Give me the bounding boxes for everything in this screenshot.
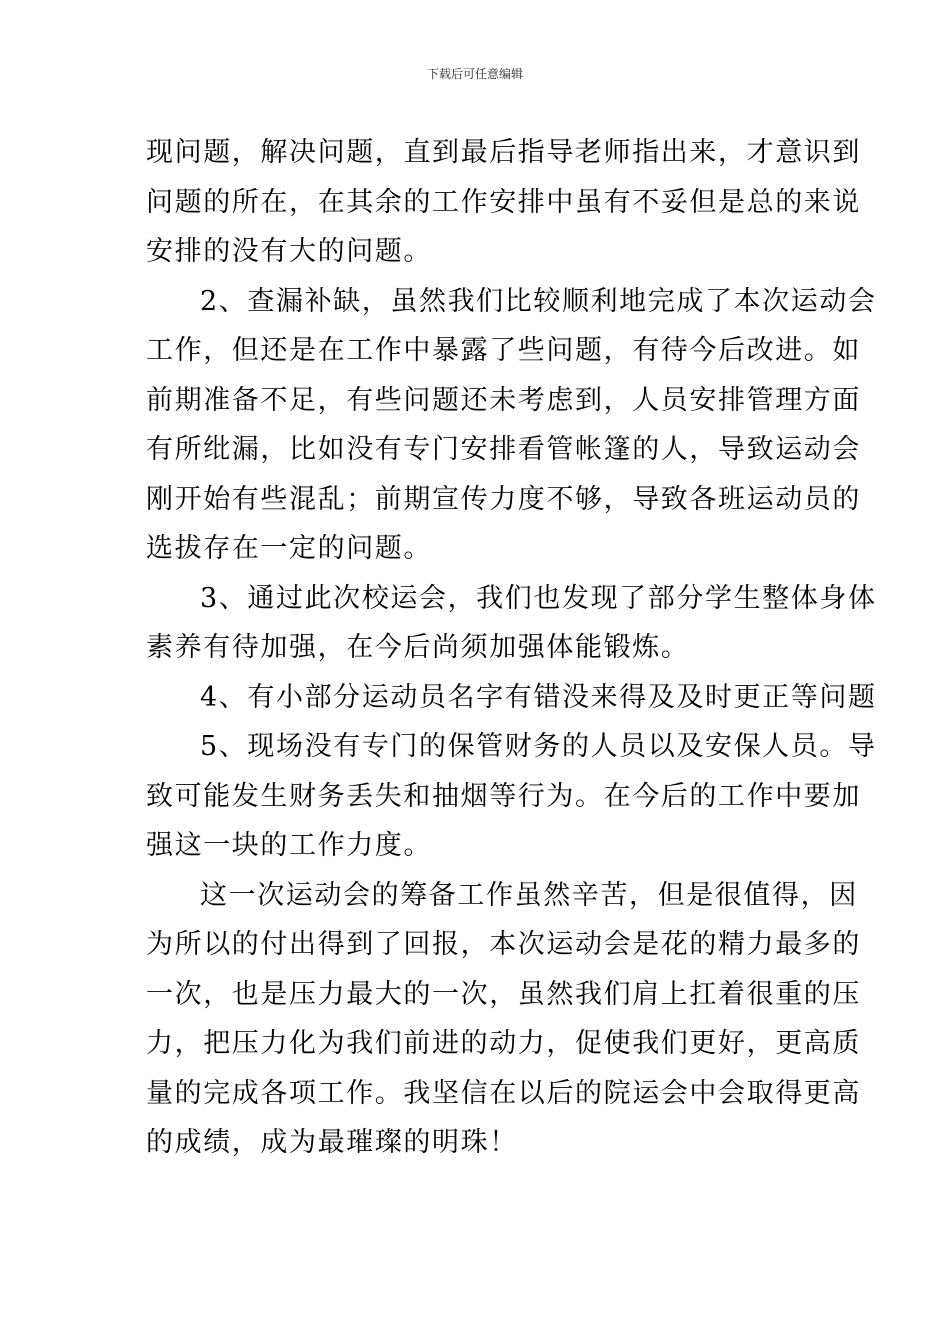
text-line: 致可能发生财务丢失和抽烟等行为。在今后的工作中要加 <box>146 780 861 812</box>
text-line: 3、通过此次校运会，我们也发现了部分学生整体身体 <box>200 582 877 614</box>
text-line: 安排的没有大的问题。 <box>146 236 432 267</box>
text-line: 一次，也是压力最大的一次，虽然我们肩上扛着很重的压 <box>146 978 861 1010</box>
text-line: 问题的所在，在其余的工作安排中虽有不妥但是总的来说 <box>146 186 861 218</box>
text-line: 力，把压力化为我们前进的动力，促使我们更好，更高质 <box>146 1028 861 1059</box>
paragraph-5 <box>146 722 877 871</box>
text-line: 强这一块的工作力度。 <box>146 830 432 861</box>
text-line: 现问题，解决问题，直到最后指导老师指出来，才意识到 <box>146 137 861 168</box>
text-line: 选拔存在一定的问题。 <box>146 533 432 564</box>
document-body <box>146 128 877 1168</box>
text-line: 有所纰漏，比如没有专门安排看管帐篷的人，导致运动会 <box>146 434 861 465</box>
page-header: 下载后可任意编辑 <box>426 67 523 81</box>
text-line: 量的完成各项工作。我坚信在以后的院运会中会取得更高 <box>146 1077 861 1109</box>
text-line: 素养有待加强，在今后尚须加强体能锻炼。 <box>146 632 690 663</box>
paragraph-4 <box>146 673 877 723</box>
text-line: 前期准备不足，有些问题还未考虑到，人员安排管理方面 <box>146 384 861 416</box>
text-line: 为所以的付出得到了回报，本次运动会是花的精力最多的 <box>146 929 861 960</box>
text-line: 2、查漏补缺，虽然我们比较顺利地完成了本次运动会 <box>200 285 877 317</box>
text-line: 这一次运动会的筹备工作虽然辛苦，但是很值得，因 <box>200 879 858 911</box>
text-line: 刚开始有些混乱；前期宣传力度不够，导致各班运动员的 <box>146 483 861 515</box>
paragraph-2 <box>146 277 877 574</box>
text-line: 的成绩，成为最璀璨的明珠！ <box>146 1127 518 1158</box>
paragraph-1 <box>146 128 861 277</box>
text-line: 工作，但还是在工作中暴露了些问题，有待今后改进。如 <box>146 335 861 366</box>
text-line: 4、有小部分运动员名字有错没来得及及时更正等问题 <box>200 681 877 713</box>
paragraph-3 <box>146 574 877 673</box>
text-line: 5、现场没有专门的保管财务的人员以及安保人员。导 <box>200 731 877 762</box>
paragraph-6 <box>146 871 861 1168</box>
